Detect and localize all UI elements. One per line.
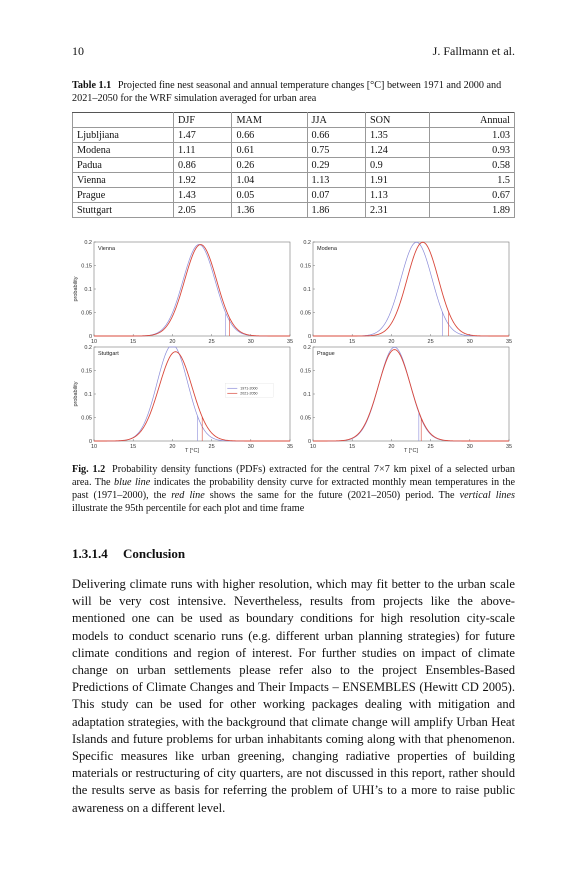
table-caption [72, 79, 515, 105]
table-row [73, 128, 515, 143]
table-cell: 1.5 [430, 173, 515, 188]
y-tick-label: 0.15 [300, 263, 311, 270]
table-row-label: Prague [73, 188, 174, 203]
figure-caption-text [72, 464, 515, 514]
y-tick-label: 0.05 [81, 415, 92, 422]
x-tick-label: 20 [388, 444, 395, 450]
y-tick-label: 0.2 [84, 240, 92, 246]
table-cell: 1.24 [365, 143, 429, 158]
y-tick-label: 0 [88, 334, 92, 340]
y-tick-label: 0 [88, 439, 92, 445]
y-tick-label: 0.15 [300, 368, 311, 375]
x-tick-label: 10 [90, 339, 98, 344]
y-tick-label: 0 [307, 334, 311, 340]
panel-prague [293, 341, 516, 453]
table-cell: 1.91 [365, 173, 429, 188]
panel-stuttgart [72, 341, 297, 453]
panel-title: Prague [317, 351, 335, 357]
table-header-cell: DJF [174, 113, 232, 128]
x-tick-label: 10 [309, 339, 317, 344]
table-cell: 1.43 [174, 188, 232, 203]
caption-fragment: indicates the probability density curve for extracted monthly mean temperatures in the past (1971–2000), the [72, 477, 515, 501]
x-tick-label: 25 [427, 444, 434, 450]
table-cell: 1.47 [174, 128, 232, 143]
x-tick-label: 35 [505, 339, 513, 344]
pdf-curve-1971-2000 [313, 242, 509, 336]
x-tick-label: 15 [349, 339, 356, 344]
plot-frame [313, 242, 509, 336]
x-tick-label: 15 [130, 444, 137, 450]
table-cell: 0.67 [430, 188, 515, 203]
y-tick-label: 0.15 [81, 368, 92, 375]
pdf-curve-1971-2000 [313, 347, 509, 441]
table-cell: 1.03 [430, 128, 515, 143]
legend-label: 2021-2050 [240, 391, 258, 396]
x-tick-label: 15 [130, 339, 137, 344]
y-tick-label: 0.2 [303, 345, 311, 351]
table-row-label: Stuttgart [73, 203, 174, 218]
table-header-row [73, 113, 515, 128]
table-row [73, 173, 515, 188]
table-cell: 0.05 [232, 188, 307, 203]
section-heading [72, 546, 197, 562]
table-cell: 0.26 [232, 158, 307, 173]
y-tick-label: 0.1 [84, 287, 92, 293]
panel-title: Stuttgart [98, 351, 119, 357]
caption-fragment: Probability density functions (PDFs) extracted for the central 7×7 km pixel of a selected urban area. The [72, 464, 515, 488]
x-tick-label: 30 [466, 339, 473, 344]
table-cell: 1.89 [430, 203, 515, 218]
x-tick-label: 30 [247, 444, 254, 450]
panel-modena [293, 236, 516, 344]
x-tick-label: 25 [208, 339, 215, 344]
table-cell: 0.66 [232, 128, 307, 143]
x-axis-label: T [°C] [403, 448, 419, 453]
pdf-curve-2021-2050 [313, 350, 509, 441]
x-tick-label: 20 [169, 444, 176, 450]
section-title: Conclusion [123, 546, 186, 561]
pdf-curve-1971-2000 [94, 245, 290, 336]
table-cell: 1.04 [232, 173, 307, 188]
x-tick-label: 10 [309, 444, 317, 450]
table-cell: 1.13 [307, 173, 365, 188]
table-cell: 0.07 [307, 188, 365, 203]
running-author: J. Fallmann et al. [432, 44, 515, 58]
y-axis-label: probability [73, 381, 79, 407]
x-tick-label: 30 [466, 444, 473, 450]
x-axis-label: T [°C] [184, 448, 200, 453]
table-cell: 0.61 [232, 143, 307, 158]
y-tick-label: 0.1 [303, 287, 311, 293]
y-tick-label: 0.1 [303, 392, 311, 398]
table-row-label: Vienna [73, 173, 174, 188]
plot-frame [313, 347, 509, 441]
table-row [73, 188, 515, 203]
pdf-curve-2021-2050 [94, 245, 290, 336]
table-cell: 0.86 [174, 158, 232, 173]
table-cell: 0.66 [307, 128, 365, 143]
y-tick-label: 0.2 [303, 240, 311, 246]
x-tick-label: 15 [349, 444, 356, 450]
table-cell: 0.9 [365, 158, 429, 173]
table-header-cell: SON [365, 113, 429, 128]
table-cell: 1.35 [365, 128, 429, 143]
table-row [73, 158, 515, 173]
table-header-cell: Annual [430, 113, 515, 128]
panel-vienna [72, 236, 297, 344]
table-row-label: Modena [73, 143, 174, 158]
x-tick-label: 25 [208, 444, 215, 450]
legend-label: 1971-2000 [240, 386, 258, 391]
y-tick-label: 0.1 [84, 392, 92, 398]
table-caption-label: Table 1.1 [72, 80, 112, 91]
x-tick-label: 35 [286, 444, 294, 450]
table-cell: 0.93 [430, 143, 515, 158]
table-row-label: Padua [73, 158, 174, 173]
table-cell: 2.31 [365, 203, 429, 218]
y-tick-label: 0.05 [300, 310, 311, 317]
table-caption-text: Projected fine nest seasonal and annual temperature changes [°C] between 1971 and 2000 and 2021–2050 for the WRF simulation averaged for urban area [72, 80, 502, 104]
caption-fragment: shows the same for the future (2021–2050) period. The [204, 490, 460, 501]
x-tick-label: 20 [388, 339, 395, 344]
table-cell: 2.05 [174, 203, 232, 218]
conclusion-paragraph: Delivering climate runs with higher resolution, which may fit better to the urban scale will be very cost intensive. Nevertheless, results from projects like the above-mentioned one can be used as boundary conditions for high resolution city-scale models to conduct scenario runs (e.g. different urban planning strategies) for future climate conditions and region of interest. For further studies on impact of climate change on urban settlements please refer also to the project Ensembles-Based Predictions of Climate Changes and Their Impacts – ENSEMBLES (Hewitt CD 2005). This study can be used for other working packages dealing with mitigation and adaptation strategies, with the background that climate change will amplify Urban Heat Islands and future problems for urban inhabitants coming along with that phenomenon. Specific measures like urban greening, changing radiative properties of building materials or restructuring of city quarters, are not discussed in this report, rather should the results serve as basis for referring the problem of UHI’s to a more to raise public awareness on a different level. [72, 577, 515, 815]
table-cell: 1.36 [232, 203, 307, 218]
page-number: 10 [72, 44, 84, 58]
pdf-curve-2021-2050 [313, 242, 509, 336]
caption-fragment: blue line [114, 477, 151, 488]
x-tick-label: 35 [286, 339, 294, 344]
table-cell: 1.92 [174, 173, 232, 188]
section-number: 1.3.1.4 [72, 546, 108, 561]
y-tick-label: 0.05 [300, 415, 311, 422]
pdf-figure [72, 236, 515, 456]
table-cell: 1.13 [365, 188, 429, 203]
table-cell: 0.58 [430, 158, 515, 173]
y-tick-label: 0.2 [84, 345, 92, 351]
y-tick-label: 0 [307, 439, 311, 445]
y-tick-label: 0.15 [81, 263, 92, 270]
x-tick-label: 35 [505, 444, 513, 450]
table-row-label: Ljubljiana [73, 128, 174, 143]
table-row [73, 143, 515, 158]
x-tick-label: 20 [169, 339, 176, 344]
figure-caption-label: Fig. 1.2 [72, 464, 106, 475]
caption-fragment: vertical lines [459, 490, 515, 501]
temperature-table [72, 112, 515, 218]
table-cell: 0.29 [307, 158, 365, 173]
x-tick-label: 30 [247, 339, 254, 344]
table-cell: 0.75 [307, 143, 365, 158]
caption-fragment: illustrate the 95th percentile for each plot and time frame [72, 503, 305, 514]
y-axis-label: probability [73, 276, 79, 302]
table-cell: 1.86 [307, 203, 365, 218]
x-tick-label: 10 [90, 444, 98, 450]
caption-fragment: red line [171, 490, 205, 501]
x-tick-label: 25 [427, 339, 434, 344]
panel-title: Modena [317, 246, 337, 252]
table-header-cell [73, 113, 174, 128]
table-cell: 1.11 [174, 143, 232, 158]
table-row [73, 203, 515, 218]
panel-title: Vienna [98, 246, 116, 252]
table-header-cell: JJA [307, 113, 365, 128]
y-tick-label: 0.05 [81, 310, 92, 317]
table-header-cell: MAM [232, 113, 307, 128]
figure-caption [72, 463, 515, 515]
